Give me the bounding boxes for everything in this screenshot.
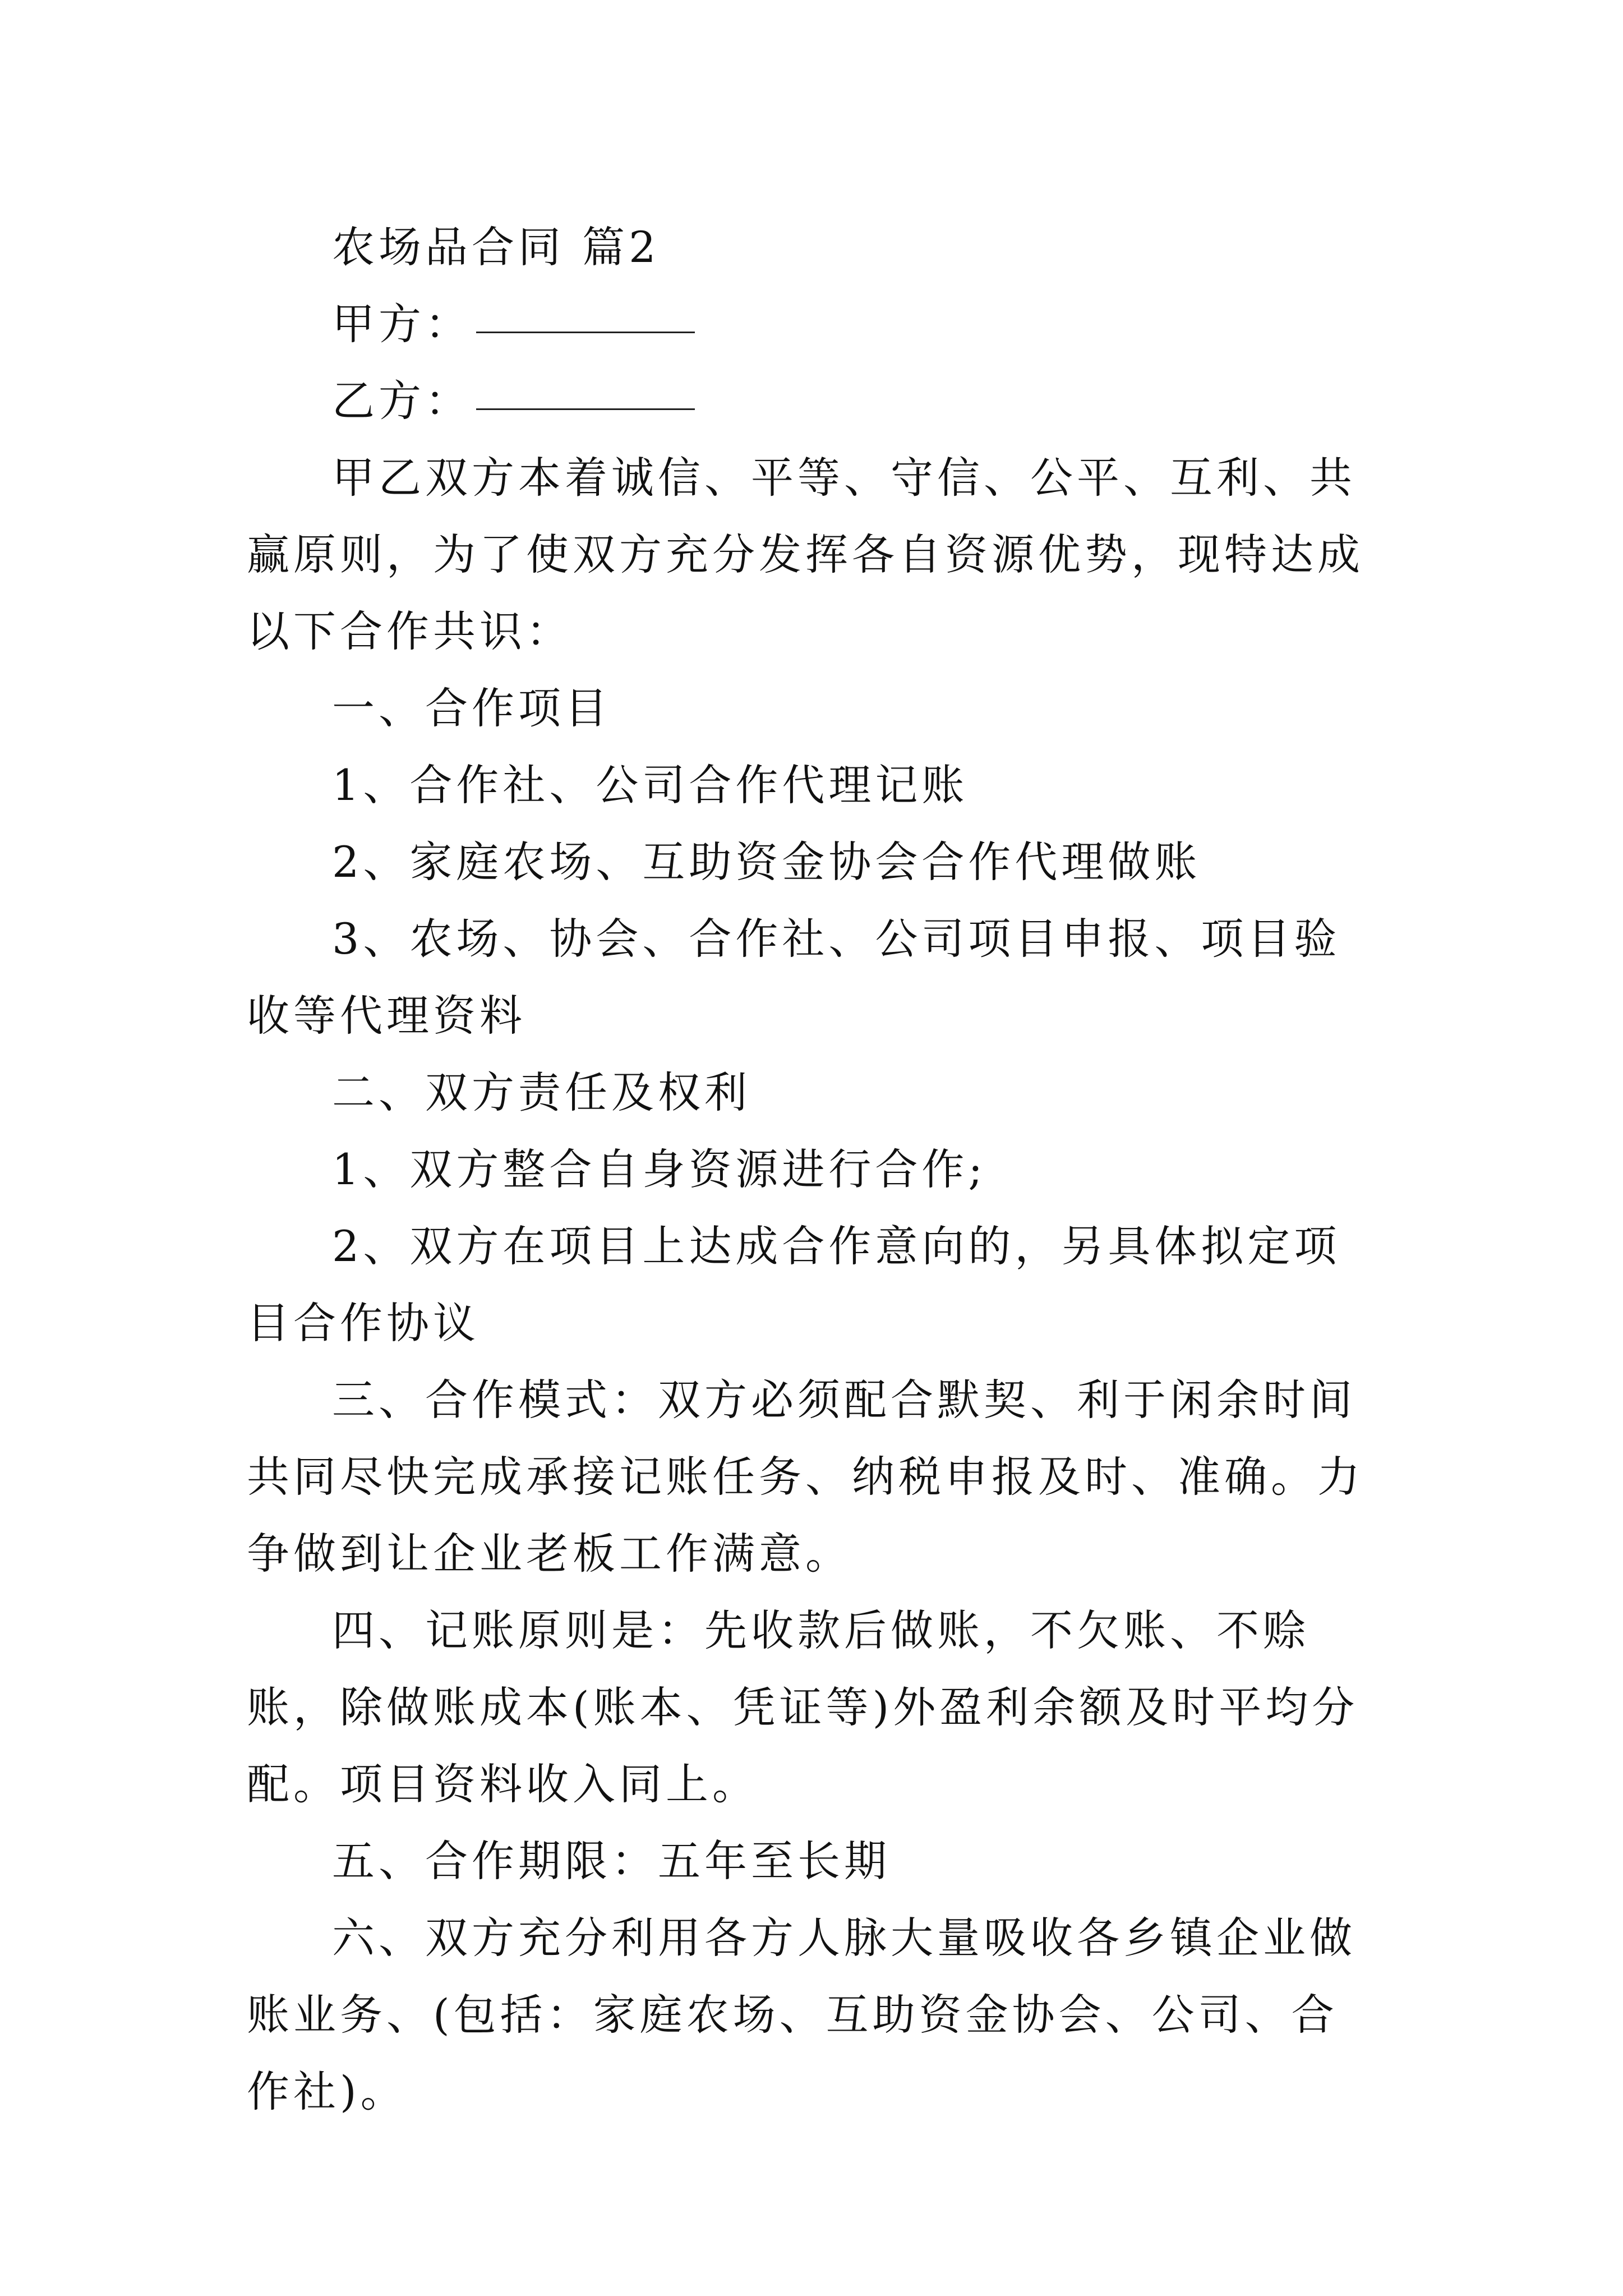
party-a-label: 甲方： (332, 299, 472, 349)
party-b-line (247, 362, 1380, 439)
document-title: 农场品合同 篇2 (332, 222, 660, 272)
party-b-blank (476, 408, 695, 410)
party-a-line (247, 286, 1380, 362)
section1-item2: 2、家庭农场、互助资金协会合作代理做账 (332, 837, 1201, 887)
section6-paragraph: 六、双方充分利用各方人脉大量吸收各乡镇企业做账业务、(包括：家庭农场、互助资金协会、公司、合作社)。 (247, 1913, 1356, 2116)
section1-item3: 3、农场、协会、合作社、公司项目申报、项目验收等代理资料 (247, 914, 1341, 1041)
intro-paragraph: 甲乙双方本着诚信、平等、守信、公平、互利、共赢原则，为了使双方充分发挥各自资源优势，现特达成以下合作共识： (247, 453, 1364, 656)
section5-paragraph: 五、合作期限：五年至长期 (332, 1836, 891, 1886)
section3-paragraph: 三、合作模式：双方必须配合默契、利于闲余时间共同尽快完成承接记账任务、纳税申报及时、准确。力争做到让企业老板工作满意。 (247, 1375, 1364, 1579)
party-b-label: 乙方： (332, 376, 472, 426)
section2-item2: 2、双方在项目上达成合作意向的，另具体拟定项目合作协议 (247, 1221, 1341, 1348)
section4-paragraph: 四、记账原则是：先收款后做账，不欠账、不赊账，除做账成本(账本、凭证等)外盈利余额及时平均分配。项目资料收入同上。 (247, 1605, 1359, 1809)
party-a-blank (476, 331, 695, 333)
section1-item1: 1、合作社、公司合作代理记账 (332, 760, 969, 810)
section2-heading: 二、双方责任及权利 (332, 1068, 751, 1117)
document-body (247, 209, 1380, 2130)
section1-heading: 一、合作项目 (332, 683, 611, 733)
section2-item1: 1、双方整合自身资源进行合作; (332, 1144, 986, 1194)
